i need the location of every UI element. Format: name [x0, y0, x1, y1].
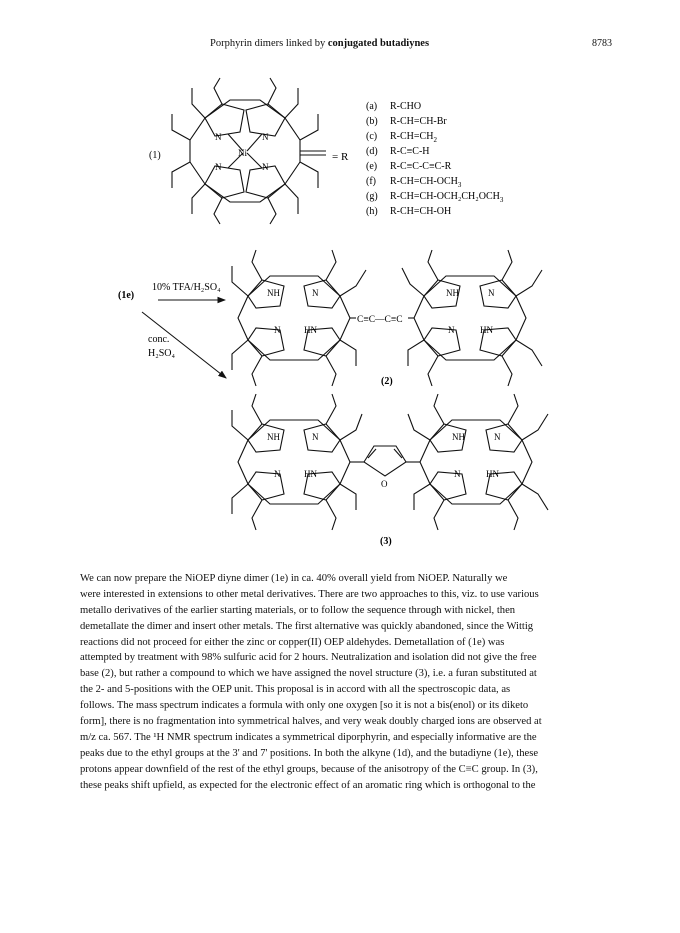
diyne-linker-label: C≡C—C≡C: [357, 315, 403, 325]
reagent-top-label: 10% TFA/H₂SO₄: [152, 282, 221, 293]
svg-text:R-CH=CH2: [390, 131, 437, 144]
nh-label: NH: [267, 288, 280, 298]
substituent-formula: R-CH=CH: [390, 131, 434, 142]
substituent-label: (c): [366, 131, 378, 142]
subscript: 2: [433, 136, 437, 144]
paragraph-line: metallo derivatives of the earlier starting materials, or to follow the sequence through with nickel, then: [80, 604, 516, 616]
n-atom-label: N: [215, 132, 222, 142]
substituent-label: (a): [366, 101, 378, 112]
hn-label: HN: [304, 325, 317, 335]
paragraph-line: m/z ca. 567. The ¹H NMR spectrum indicates a symmetrical diporphyrin, and especially informative are the: [80, 731, 537, 743]
nh-label: NH: [446, 288, 459, 298]
substituent-formula: R-C≡C-C≡C-R: [390, 161, 452, 172]
paragraph-line: peaks due to the ethyl groups at the 3' and 7' positions. In both the alkyne (1d), and the butadiyne (1e), these: [80, 747, 539, 759]
hn-label: HN: [486, 469, 499, 479]
substituent-label: (e): [366, 161, 378, 172]
running-title: Porphyrin dimers linked by conjugated butadiynes: [210, 38, 430, 49]
nh-label: NH: [267, 432, 280, 442]
substituent-formula: R-CH=CH-OCH: [390, 176, 458, 187]
paragraph-line: form], there is no fragmentation into symmetrical halves, and very weak doubly charged ions are observed at: [80, 716, 542, 728]
substituent-formula: R-CHO: [390, 101, 422, 112]
substituent-label: (h): [366, 206, 378, 217]
structure-1-ni-porphyrin: [172, 78, 326, 224]
reagent-bottom-label: H₂SO₄: [148, 348, 175, 359]
furan-oxygen-label: O: [381, 479, 388, 489]
n-atom-label: N: [215, 162, 222, 172]
n-label: N: [274, 325, 281, 335]
substituent-formula: R-CH=CH-Br: [390, 116, 447, 127]
n-label: N: [312, 432, 319, 442]
ni-atom-label: Ni: [238, 148, 247, 158]
paragraph-line: reactions did not proceed for either the zinc or copper(II) OEP aldehydes. Demetallation of (1e) was: [80, 636, 505, 648]
hn-label: HN: [480, 325, 493, 335]
substituent-label: (d): [366, 146, 378, 157]
n-label: N: [274, 469, 281, 479]
structure-3-right-porphyrin: [408, 394, 548, 530]
n-label: N: [454, 469, 461, 479]
hn-label: HN: [304, 469, 317, 479]
substituent-formula: R-CH=CH-OH: [390, 206, 452, 217]
paragraph-line: demetallate the dimer and insert other metals. The first alternative was quickly abandoned, since the Wittig: [80, 620, 534, 632]
structure-2-left-porphyrin: [232, 250, 366, 386]
start-compound-label: (1e): [118, 290, 135, 301]
subscript: 3: [499, 196, 504, 204]
substituent-label: (b): [366, 116, 378, 127]
paragraph-line: the 2- and 5-positions with the OEP unit. This proposal is in accord with all the spectroscopic data, as: [80, 684, 511, 696]
structure-3-left-porphyrin: [232, 394, 364, 530]
equals-r-label: = R: [332, 151, 349, 163]
n-label: N: [312, 288, 319, 298]
n-atom-label: N: [262, 162, 269, 172]
substituent-list: [366, 101, 504, 217]
compound-3-label: (3): [380, 536, 392, 547]
page-number: 8783: [592, 38, 612, 49]
substituent-label: (f): [366, 176, 376, 187]
svg-text:R-CH=CH-OCH3: [390, 176, 462, 189]
subscript: 3: [457, 181, 462, 189]
paragraph-line: We can now prepare the NiOEP diyne dimer (1e) in ca. 40% overall yield from NiOEP. Naturally we: [80, 573, 508, 584]
n-label: N: [488, 288, 495, 298]
substituent-label: (g): [366, 191, 378, 202]
compound-1-label: (1): [149, 150, 161, 161]
n-atom-label: N: [262, 132, 269, 142]
substituent-formula: R-CH=CH-OCH₂CH₂OCH: [390, 191, 500, 202]
paragraph-line: base (2), but rather a compound to which we have assigned the novel structure (3), i.e. a furan substituted at: [80, 668, 537, 680]
paragraph-line: protons appear downfield of the rest of the ethyl groups, because of the anisotropy of the C≡C group. In (3),: [80, 763, 538, 775]
reagent-bottom-label: conc.: [148, 334, 170, 345]
body-paragraph: [80, 571, 625, 793]
paragraph-line: these peaks shift upfield, as expected for the electronic effect of an aromatic ring which is orthogonal to the: [80, 779, 536, 791]
nh-label: NH: [452, 432, 465, 442]
paragraph-line: attempted by treatment with 98% sulfuric acid for 2 hours. Neutralization and isolation did not give the free: [80, 652, 537, 664]
reaction-arrow-to-3: [142, 312, 226, 378]
paragraph-line: were interested in extensions to other metal derivatives. There are two approaches to this, viz. to use various: [80, 588, 539, 600]
paragraph-line: follows. The mass spectrum indicates a formula with only one oxygen [so it is not a bis(enol) or its diketo: [80, 700, 529, 712]
n-label: N: [494, 432, 501, 442]
n-label: N: [448, 325, 455, 335]
compound-2-label: (2): [381, 376, 393, 387]
substituent-formula: R-C≡C-H: [390, 146, 430, 157]
furan-ring: [364, 446, 420, 476]
svg-text:R-CH=CH-OCH₂CH₂OCH3: [390, 191, 504, 204]
structure-2-right-porphyrin: [402, 250, 542, 386]
